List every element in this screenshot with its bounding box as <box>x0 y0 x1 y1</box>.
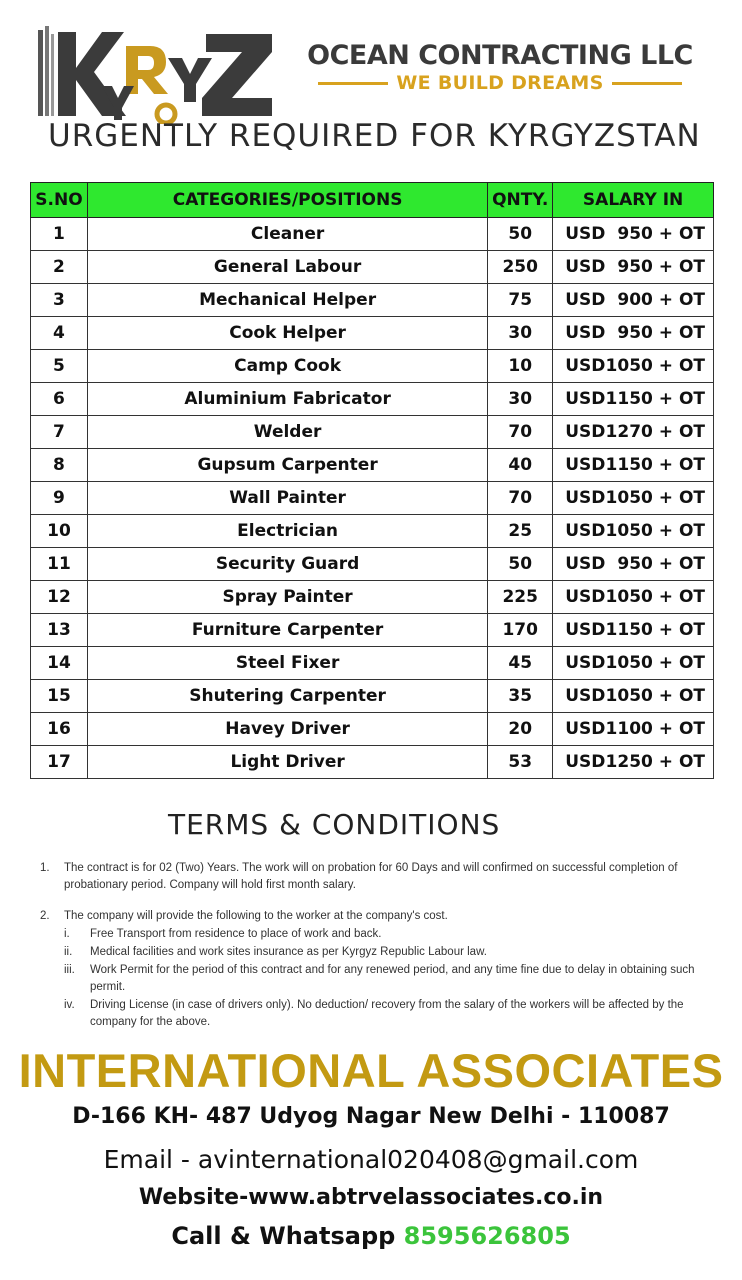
tagline-left-ornament <box>318 82 388 85</box>
salary-wrap <box>553 224 713 244</box>
cell-sno: 4 <box>31 317 88 350</box>
term-item <box>40 908 710 925</box>
salary-wrap <box>553 521 713 541</box>
positions-table <box>30 182 714 779</box>
cell-category: Camp Cook <box>87 350 487 383</box>
cell-qty: 45 <box>488 647 553 680</box>
cell-category: Aluminium Fabricator <box>87 383 487 416</box>
salary-currency: USD <box>565 620 606 640</box>
salary-wrap <box>553 455 713 475</box>
salary-value: 1050 + OT <box>605 521 705 541</box>
salary-value: 1150 + OT <box>605 455 705 475</box>
salary-value: 1150 + OT <box>605 620 705 640</box>
salary-currency: USD <box>565 356 606 376</box>
cell-salary <box>553 515 714 548</box>
salary-wrap <box>553 752 713 772</box>
cell-category: Furniture Carpenter <box>87 614 487 647</box>
cell-salary <box>553 416 714 449</box>
table-row <box>31 350 714 383</box>
cell-category: Mechanical Helper <box>87 284 487 317</box>
cell-category: Electrician <box>87 515 487 548</box>
salary-value: 1100 + OT <box>605 719 705 739</box>
cell-salary <box>553 614 714 647</box>
cell-salary <box>553 449 714 482</box>
cell-salary <box>553 284 714 317</box>
tagline-right-ornament <box>612 82 682 85</box>
table-row <box>31 284 714 317</box>
cell-qty: 30 <box>488 383 553 416</box>
agency-address: D-166 KH- 487 Udyog Nagar New Delhi - 110087 <box>72 1104 670 1129</box>
cell-salary <box>553 251 714 284</box>
cell-qty: 25 <box>488 515 553 548</box>
cell-category: Steel Fixer <box>87 647 487 680</box>
cell-sno: 2 <box>31 251 88 284</box>
salary-value: 1050 + OT <box>605 686 705 706</box>
salary-wrap <box>553 587 713 607</box>
company-tagline: WE BUILD DREAMS <box>396 72 604 94</box>
cell-qty: 30 <box>488 317 553 350</box>
cell-category: Shutering Carpenter <box>87 680 487 713</box>
subitem-text: Medical facilities and work sites insurance as per Kyrgyz Republic Labour law. <box>90 946 487 958</box>
salary-value: 1270 + OT <box>605 422 705 442</box>
company-name: OCEAN CONTRACTING LLC <box>307 40 693 71</box>
cell-qty: 70 <box>488 482 553 515</box>
cell-qty: 75 <box>488 284 553 317</box>
salary-value: 1150 + OT <box>605 389 705 409</box>
salary-wrap <box>553 389 713 409</box>
cell-sno: 13 <box>31 614 88 647</box>
contact-line <box>0 1222 742 1250</box>
salary-wrap <box>553 323 713 343</box>
salary-currency: USD <box>565 257 606 277</box>
cell-sno: 10 <box>31 515 88 548</box>
salary-value: 1250 + OT <box>605 752 705 772</box>
cell-category: Welder <box>87 416 487 449</box>
table-row <box>31 482 714 515</box>
subitem-text: Work Permit for the period of this contract and for any renewed period, and any time fine due to delay in obtaining such permit. <box>90 964 695 993</box>
header-qty: QNTY. <box>488 183 553 218</box>
cell-salary <box>553 218 714 251</box>
cell-sno: 6 <box>31 383 88 416</box>
cell-category: Cleaner <box>87 218 487 251</box>
term-text: The company will provide the following to the worker at the company's cost. <box>64 910 448 922</box>
cell-qty: 250 <box>488 251 553 284</box>
terms-title: TERMS & CONDITIONS <box>168 808 501 841</box>
cell-category: Spray Painter <box>87 581 487 614</box>
table-row <box>31 317 714 350</box>
cell-sno: 7 <box>31 416 88 449</box>
subitem-number: iii. <box>64 964 75 976</box>
cell-sno: 8 <box>31 449 88 482</box>
cell-sno: 1 <box>31 218 88 251</box>
term-item <box>40 860 710 894</box>
cell-salary <box>553 548 714 581</box>
cell-category: Gupsum Carpenter <box>87 449 487 482</box>
salary-currency: USD <box>565 290 606 310</box>
cell-salary <box>553 317 714 350</box>
header-salary: SALARY IN <box>553 183 714 218</box>
salary-wrap <box>553 620 713 640</box>
cell-category: Wall Painter <box>87 482 487 515</box>
term-number: 1. <box>40 862 50 874</box>
salary-value: 950 + OT <box>617 224 705 244</box>
cell-qty: 50 <box>488 218 553 251</box>
table-row <box>31 515 714 548</box>
kyrgyz-logo-graphic <box>36 24 276 124</box>
terms-list <box>40 860 710 1031</box>
cell-category: Havey Driver <box>87 713 487 746</box>
cell-salary <box>553 746 714 779</box>
salary-currency: USD <box>565 323 606 343</box>
tagline-row <box>300 72 700 94</box>
table-row <box>31 614 714 647</box>
term-subitem <box>40 997 710 1031</box>
cell-sno: 9 <box>31 482 88 515</box>
salary-value: 950 + OT <box>617 554 705 574</box>
salary-currency: USD <box>565 554 606 574</box>
cell-sno: 5 <box>31 350 88 383</box>
salary-value: 950 + OT <box>617 257 705 277</box>
cell-category: Security Guard <box>87 548 487 581</box>
table-row <box>31 416 714 449</box>
cell-salary <box>553 581 714 614</box>
cell-sno: 11 <box>31 548 88 581</box>
salary-wrap <box>553 719 713 739</box>
header-category: CATEGORIES/POSITIONS <box>87 183 487 218</box>
salary-wrap <box>553 554 713 574</box>
agency-name: INTERNATIONAL ASSOCIATES <box>18 1044 724 1097</box>
phone-number: 8595626805 <box>403 1222 571 1250</box>
agency-website: Website-www.abtrvelassociates.co.in <box>138 1185 604 1210</box>
page-headline: URGENTLY REQUIRED FOR KYRGYZSTAN <box>48 118 701 154</box>
table-header-row <box>31 183 714 218</box>
cell-qty: 53 <box>488 746 553 779</box>
subitem-number: iv. <box>64 999 75 1011</box>
salary-currency: USD <box>565 719 606 739</box>
cell-category: General Labour <box>87 251 487 284</box>
term-text: The contract is for 02 (Two) Years. The work will on probation for 60 Days and will confirmed on successful completion of probationary period. Company will hold first month salary. <box>64 862 678 891</box>
cell-qty: 20 <box>488 713 553 746</box>
table-body <box>31 218 714 779</box>
subitem-text: Free Transport from residence to place of work and back. <box>90 928 382 940</box>
table-row <box>31 251 714 284</box>
agency-email: Email - avinternational020408@gmail.com <box>103 1145 639 1174</box>
cell-sno: 14 <box>31 647 88 680</box>
term-subitem <box>40 926 710 943</box>
salary-currency: USD <box>565 455 606 475</box>
table-row <box>31 383 714 416</box>
cell-salary <box>553 647 714 680</box>
subitem-number: ii. <box>64 946 73 958</box>
term-subitem <box>40 962 710 996</box>
table-row <box>31 680 714 713</box>
cell-salary <box>553 680 714 713</box>
table-row <box>31 218 714 251</box>
salary-wrap <box>553 653 713 673</box>
salary-currency: USD <box>565 686 606 706</box>
cell-category: Cook Helper <box>87 317 487 350</box>
cell-qty: 225 <box>488 581 553 614</box>
salary-currency: USD <box>565 521 606 541</box>
salary-wrap <box>553 422 713 442</box>
cell-qty: 70 <box>488 416 553 449</box>
term-subitem <box>40 944 710 961</box>
table-row <box>31 647 714 680</box>
cell-category: Light Driver <box>87 746 487 779</box>
salary-wrap <box>553 686 713 706</box>
salary-value: 900 + OT <box>617 290 705 310</box>
cell-sno: 15 <box>31 680 88 713</box>
term-number: 2. <box>40 910 50 922</box>
table-row <box>31 581 714 614</box>
call-label: Call & Whatsapp <box>171 1222 396 1250</box>
cell-qty: 10 <box>488 350 553 383</box>
ocean-contracting-logo <box>300 40 700 100</box>
salary-wrap <box>553 257 713 277</box>
cell-qty: 35 <box>488 680 553 713</box>
salary-value: 1050 + OT <box>605 356 705 376</box>
cell-qty: 50 <box>488 548 553 581</box>
salary-wrap <box>553 488 713 508</box>
cell-qty: 40 <box>488 449 553 482</box>
cell-salary <box>553 350 714 383</box>
table-row <box>31 548 714 581</box>
kyrgyz-logo <box>36 24 276 124</box>
table-row <box>31 746 714 779</box>
salary-value: 1050 + OT <box>605 653 705 673</box>
salary-value: 950 + OT <box>617 323 705 343</box>
cell-sno: 3 <box>31 284 88 317</box>
cell-sno: 17 <box>31 746 88 779</box>
salary-currency: USD <box>565 422 606 442</box>
cell-salary <box>553 713 714 746</box>
cell-sno: 16 <box>31 713 88 746</box>
salary-currency: USD <box>565 752 606 772</box>
cell-salary <box>553 383 714 416</box>
salary-currency: USD <box>565 389 606 409</box>
subitem-text: Driving License (in case of drivers only). No deduction/ recovery from the salary of the workers will be affected by the company for the above. <box>90 999 684 1028</box>
salary-value: 1050 + OT <box>605 488 705 508</box>
cell-qty: 170 <box>488 614 553 647</box>
salary-currency: USD <box>565 224 606 244</box>
salary-currency: USD <box>565 653 606 673</box>
table-row <box>31 449 714 482</box>
header-sno: S.NO <box>31 183 88 218</box>
salary-value: 1050 + OT <box>605 587 705 607</box>
salary-currency: USD <box>565 488 606 508</box>
salary-currency: USD <box>565 587 606 607</box>
cell-sno: 12 <box>31 581 88 614</box>
salary-wrap <box>553 356 713 376</box>
salary-wrap <box>553 290 713 310</box>
subitem-number: i. <box>64 928 70 940</box>
cell-salary <box>553 482 714 515</box>
table-row <box>31 713 714 746</box>
